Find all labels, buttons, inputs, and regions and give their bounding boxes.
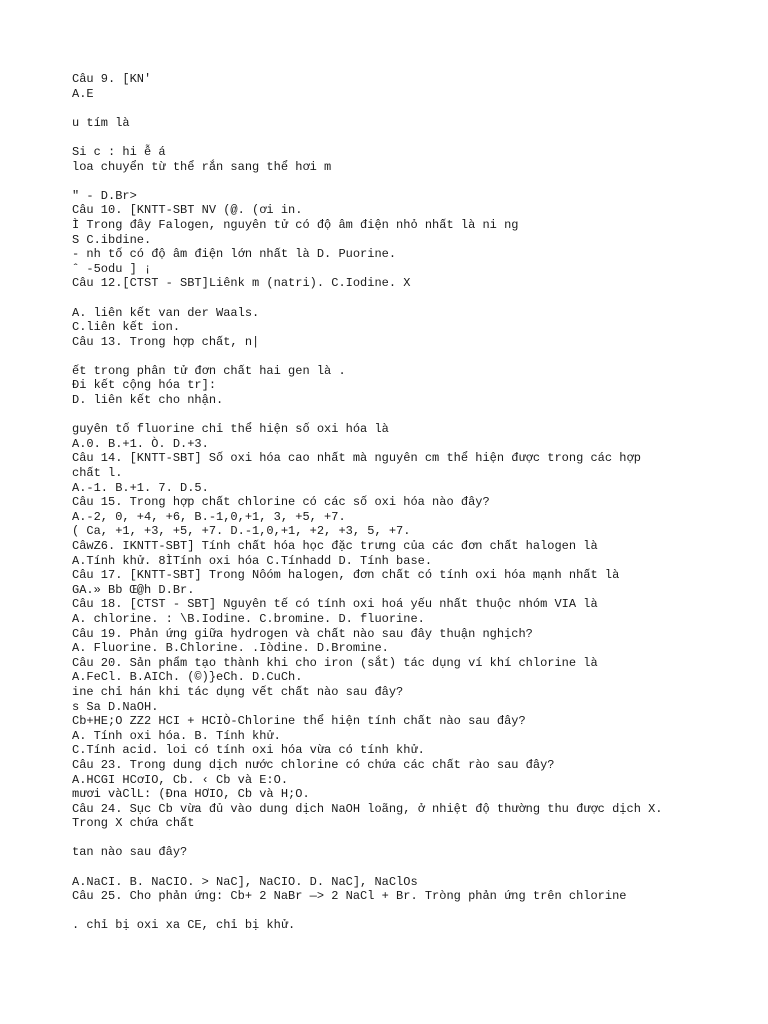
text-line: Cb+HE;O ZZ2 HCI + HCIÒ-Chlorine thể hiện tính chất nào sau đây? [72,714,526,729]
text-line: ết trong phân tử đơn chất hai gen là . [72,363,346,378]
text-line: u tím là [72,115,130,130]
text-line [72,904,732,919]
text-line: Si c : hi ễ á [72,144,166,159]
text-line: A. Fluorine. B.Chlorine. .Iòdine. D.Bromine. [72,641,389,656]
text-line: C.liên kết ion. [72,320,181,335]
text-line: tan nào sau đây? [72,845,188,860]
text-line: - nh tố có độ âm điện lớn nhất là D. Puorine. [72,247,397,262]
text-line: " - D.Br> [72,188,137,203]
text-line: Câu 15. Trong hợp chất chlorine có các số oxi hóa nào đây? [72,495,490,510]
text-line: A.FeCl. B.AICh. (©)}eCh. D.CuCh. [72,670,303,685]
text-line: A. liên kết van der Waals. [72,305,260,320]
text-line: . chỉ bị oxi xa CE, chỉ bị khử. [72,918,296,933]
text-line: Câu 13. Trong hợp chất, n| [72,334,260,349]
text-line: Câu 10. [KNTT-SBT NV (@. (ơi in. [72,203,303,218]
text-line [72,101,732,116]
text-line: Câu 17. [KNTT-SBT] Trong Nôóm halogen, đơn chất có tính oxi hóa mạnh nhất là [72,568,620,583]
text-line: A.NaCI. B. NaCIO. > NaC], NaCIO. D. NaC], NaClOs [72,874,418,889]
text-line: C.Tính acid. loi có tính oxi hóa vừa có tính khử. [72,743,425,758]
text-line: Câu 19. Phản ứng giữa hydrogen và chất nào sau đây thuận nghịch? [72,626,533,641]
text-line: S C.ibdine. [72,232,152,247]
text-line [72,349,732,364]
text-line [72,291,732,306]
text-line: GA.» Bb Œ@h D.Br. [72,582,195,597]
text-line [72,408,732,423]
text-line: Câu 23. Trong dung dịch nước chlorine có chứa các chất rào sau đây? [72,757,555,772]
text-line: Câu 18. [CTST - SBT] Nguyên tế có tính oxi hoá yếu nhất thuộc nhóm VIA là [72,597,598,612]
text-line: A. chlorine. : \B.Iodine. C.bromine. D. fluorine. [72,611,425,626]
text-line: Câu 20. Sản phẩm tạo thành khi cho iron (sắt) tác dụng ví khí chlorine là [72,655,598,670]
text-line: D. liên kết cho nhận. [72,393,224,408]
text-line: Đi kết cộng hóa tr]: [72,378,217,393]
text-line: Câu 9. [KN' [72,72,152,86]
text-line: ˆ -5odu ] ¡ [72,261,152,276]
text-line [72,860,732,875]
text-line: mươi vàClL: (Đna HƠIO, Cb và H;O. [72,787,310,802]
text-line: A.E [72,86,94,101]
text-line [72,130,732,145]
text-line: CâwZ6. IKNTT-SBT] Tính chất hóa học đặc trưng của các đơn chất halogen là [72,539,598,553]
text-line: s Sa D.NaOH. [72,699,159,714]
text-line: ( Ca, +1, +3, +5, +7. D.-1,0,+1, +2, +3, 5, +7. [72,524,411,539]
text-line: Câu 12.[CTST - SBT]Liênk m (natri). C.Iodine. X [72,276,411,291]
document-text [72,72,732,933]
text-line: A. Tính oxi hóa. B. Tính khử. [72,728,281,743]
text-line: Ì Trong đây Falogen, nguyên tử có độ âm điện nhỏ nhất là ni ng [72,217,519,232]
text-line: Câu 14. [KNTT-SBT] Số oxi hóa cao nhất mà nguyên cm thể hiện được trong các hợp [72,451,641,466]
text-line: Câu 25. Cho phản ứng: Cb+ 2 NaBr —> 2 NaCl + Br. Tròng phản ứng trên chlorine [72,889,627,904]
text-line: A.Tính khử. 8ÌTính oxi hóa C.Tínhadd D. Tính base. [72,553,433,568]
text-line: A.-2, 0, +4, +6, B.-1,0,+1, 3, +5, +7. [72,509,346,524]
text-line: Câu 24. Sục Cb vừa đủ vào dung dịch NaOH loãng, ở nhiệt độ thường thu được dịch X. [72,801,663,816]
text-line: chất l. [72,466,123,481]
text-line [72,831,732,846]
text-line: A.HCGI HCơIO, Cb. ‹ Cb và E:O. [72,772,289,787]
text-line: guyên tố fluorine chỉ thể hiện số oxi hóa là [72,422,389,437]
text-line: Trong X chứa chất [72,816,195,831]
text-line [72,174,732,189]
text-line: ine chỉ hán khi tác dụng vết chất nào sau đây? [72,684,404,699]
text-line: A.-1. B.+1. 7. D.5. [72,480,209,495]
text-line: A.0. B.+1. Ò. D.+3. [72,436,209,451]
text-line: loa chuyển từ thể rắn sang thể hơi m [72,159,332,174]
